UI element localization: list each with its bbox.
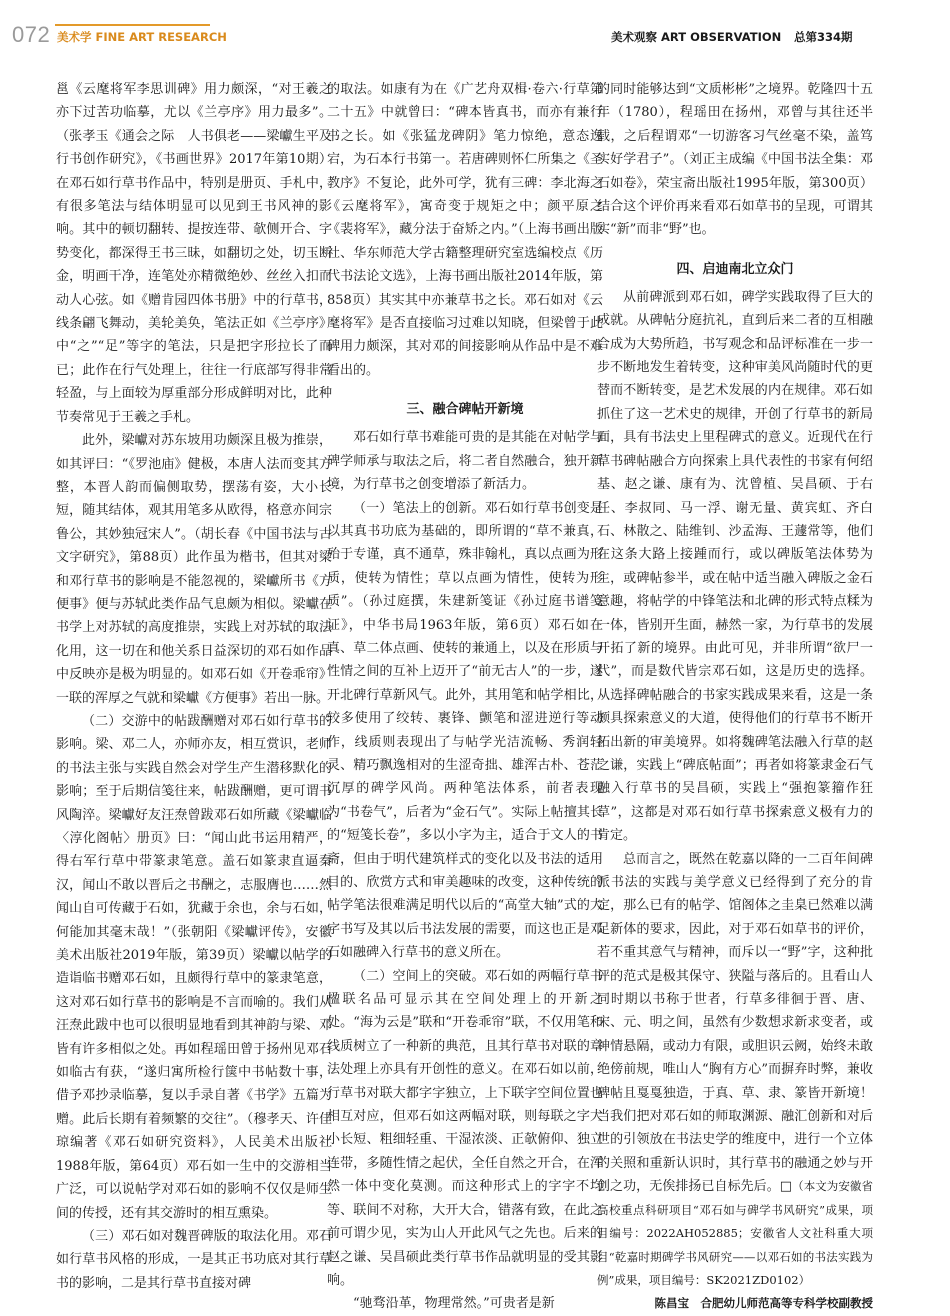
text-column-1	[56, 78, 332, 1295]
text-column-3	[597, 78, 873, 1316]
subheading: （二）交游中的帖跋酬赠对邓石如行草书的影响。	[56, 713, 332, 753]
paragraph: 邕《云麾将军李思训碑》用力颇深，“对王羲之亦下过苦功临摹，尤以《兰亭序》用力最多”。（张孝玉《通会之际 人书俱老——梁巘生平及行书创作研究》，《书画世界》2017年第10期）在邓石如行草书作品中，特别是册页、手札中，有很多笔法与结体明显可以见到王书风神的影响。其中的顿切翻转、提按连带、欹侧开合、字势变化，都深得王书三昧，如翻切之处，切玉断金，明画干净，连笔处亦精微绝妙、丝丝入扣而动人心弦。如《赠肯园四体书册》中的行草书，线条翩飞舞动，美轮美奂，笔法正如《兰亭序》中“之”“足”等字的笔法，只是把字形拉长了而已；此作在行气处理上，往往一行底部写得非常轻盈，与上面较为厚重部分形成鲜明对比，此种节奏常见于王羲之手札。	[56, 82, 332, 425]
paragraph: 的同时能够达到“文质彬彬”之境界。乾隆四十五年（1780），程瑶田在扬州，邓曾与其往还半载，之后程谓邓“一切游客习气丝毫不染，盖笃实好学君子”。（刘正主成编《中国书法全集：邓石如卷》，荣宝斋出版社1995年版，第300页）结合这个评价再来看邓石如草书的呈现，可谓其实“新”而非“野”也。	[597, 82, 873, 238]
paragraph-body: 邓石如行草书风格的形成，一是其正书功底对其行草书的影响，二是其行草书直接对碑	[56, 1228, 332, 1291]
paragraph	[56, 1225, 332, 1295]
subheading: （一）笔法上的创新。	[353, 500, 485, 516]
subheading: （二）空间上的突破。	[353, 968, 485, 984]
paragraph: 的取法。如康有为在《广艺舟双楫·卷六·行草第二十五》中就曾曰：“碑本皆真书，而亦有兼行书之长。如《张猛龙碑阴》笔力惊绝，意态逸宕，为石本行书第一。若唐碑则怀仁所集之《圣教序》不复论，此外可学，犹有三碑：李北海之《云麾将军》，寓奇变于规矩之中；颜平原之《裴将军》，藏分法于奋矫之内。”（上海书画出版社、华东师范大学古籍整理研究室选编校点《历代书法论文选》，上海书画出版社2014年版，第858页）其实其中亦兼草书之长。邓石如对《云麾将军》是否直接临习过难以知晓，但梁曾于此碑用力颇深，其对邓的间接影响从作品中是不难看出的。	[327, 82, 603, 378]
paragraph: 从前碑派到邓石如，碑学实践取得了巨大的成就。从碑帖分庭抗礼，直到后来二者的互相融合成为大势所趋，书写观念和品评标准在一步一步不断地发生着转变，这种审美风尚随时代的更替而不断转变，是艺术发展的内在规律。邓石如抓住了这一艺术史的规律，开创了行草书的新局面，具有书法史上里程碑式的意义。近现代在行草书碑帖融合方向探索上具代表性的书家有何绍基、赵之谦、康有为、沈曾植、吴昌硕、于右任、李叔同、马一浮、谢无量、黄宾虹、齐白石、林散之、陆维钊、沙孟海、王蘧常等，他们在这条大路上接踵而行，或以碑版笔法体势为主，或碑帖参半，或在帖中适当融入碑版之金石意趣，将帖学的中锋笔法和北碑的形式特点糅为一体，皆别开生面，赫然一家，为行草书的发展开拓了新的境界。由此可见，并非所谓“欲尸一代”，而是数代皆宗邓石如，这是历史的选择。从选择碑帖融合的书家实践成果来看，这是一条颇具探索意义的大道，使得他们的行草书不断开拓出新的审美境界。如将魏碑笔法融入行草的赵之谦，实践上“碑底帖面”；再者如将篆隶金石气融入行草书的吴昌硕，实践上“强抱篆籀作狂草”，这都是对邓石如行草书探索意义极有力的肯定。	[597, 289, 873, 844]
paragraph-body: 邓石如的两幅行草书楹联名品可显示其在空间处理上的开新之处。“海为云是”联和“开卷乖帘”联，不仅用笔和线质树立了一种新的典范，且其行草书对联的章法处理上亦具有开创性的意义。在邓石如以前，行草书对联大都字字独立，上下联字空间位置也相互对应，但邓石如这两幅对联，则每联之字大小长短、粗细轻重、干湿浓淡、正欹俯仰、独立连带，多随性情之起伏，全任自然之开合，在浑然一体中变化莫测。而这种形式上的字字不均等、联间不对称，大开大合，错落有致，在此之前可谓少见，实为山人开此风气之先也。后来的赵之谦、吴昌硕此类行草书作品就明显的受其影响。	[327, 968, 603, 1288]
section-label-left: 美术学 FINE ART RESEARCH	[57, 30, 227, 44]
section-heading: 三、融合碑帖开新境	[406, 402, 524, 418]
paragraph: 邓石如行草书难能可贵的是其能在对帖学与碑学师承与取法之后，将二者自然融合，独开新境，为行草书之创变增添了新活力。	[327, 430, 603, 493]
paragraph-body: 总而言之，既然在乾嘉以降的一二百年间碑派书法的实践与美学意义已经得到了充分的肯定，那么已有的帖学、馆阁体之圭臬已然难以满足新体的要求，因此，对于邓石如草书的评价，若不重其意气与精神，而斥以一“野”字，这种批评的范式是极其保守、狭隘与落后的。且看山人同时期以书称于世者，行草多徘徊于晋、唐、宋、元、明之间，虽然有少数想求新求变者，或神情悬隔，或动力有限，或胆识云阙，始终未敢绝傍前规，唯山人“胸有方心”而摒弃时弊，兼收碑帖且戛戛独造，于真、草、隶、篆皆开新境！当我们把对邓石如的师取渊源、融汇创新和对后世的引领放在书法史学的维度中，进行一个立体的关照和重新认识时，其行草书的融通之妙与开创之功，无俟排扬已自标先后。	[597, 851, 873, 1195]
end-mark: □	[779, 1179, 793, 1195]
author-affiliation: 陈昌宝 合肥幼儿师范高等专科学校副教授	[654, 1296, 873, 1311]
paragraph	[597, 848, 873, 1293]
paragraph	[56, 710, 332, 1225]
text-column-2	[327, 78, 603, 1316]
subheading: （三）邓石如对魏晋碑版的取法化用。	[82, 1228, 306, 1244]
paragraph: 此外，梁巘对苏东坡用功颇深且极为推崇，如其评曰：“《罗池庙》健极，本唐人法而变其方整，本晋人韵而偏侧取势，摆荡有姿，大小长短，随其结体，观其用笔多从欧得，格意亦间宗鲁公，其妙独冠宋人”。（胡长春《中国书法与古文字研究》，第88页）此作虽为楷书，但其对梁和邓行草书的影响是不能忽视的，梁巘所书《方便事》便与苏轼此类作品气息颇为相似。梁巘在书学上对苏轼的高度推崇，实践上对苏轼的取法化用，这一切在和他关系日益深切的邓石如作品中反映亦是极为明显的。如邓石如《开卷乖帘》一联的浑厚之气就和梁巘《方便事》若出一脉。	[56, 433, 332, 706]
page-number: 072	[12, 22, 51, 47]
journal-name: 美术观察 ART OBSERVATION	[611, 30, 782, 44]
paragraph	[327, 965, 603, 1293]
paragraph: “驰骛沿革，物理常然。”可贵者是新	[353, 1296, 555, 1312]
funding-note: （本文为安徽省高校重点科研项目“邓石如与碑学书风研究”成果，项目编号：2022AH052885；安徽省人文社科重大项目“乾嘉时期碑学书风研究——以邓石如的书法实践为例”成果，项目编号：SK2021ZD0102）	[597, 1179, 873, 1287]
paragraph-body: 梁、邓二人，亦师亦友，相互赏识，老师的书法主张与实践自然会对学生产生潜移默化的影响；至于后期信笺往来，帖跋酬赠，更可谓书风陶淬。梁巘好友汪焘曾跋邓石如所藏《梁巘临〈淳化阁帖〉册页》曰：“闻山此书运用精严，得右军行草中带篆隶笔意。盖石如篆隶直逼秦汉，闻山不敢以晋后之书酬之，志服膺也……然闻山自可传藏于石如，犹藏于余也，余与石如，何能加其毫末哉！”（张朝阳《梁巘评传》，安徽美术出版社2019年版，第39页）梁巘以帖学的造诣临书赠邓石如，且颇得行草中的篆隶笔意，这对邓石如行草书的影响是不言而喻的。我们从汪焘此跋中也可以很明显地看到其神韵与梁、邓皆有许多相似之处。再如程瑶田曾于扬州见邓石如临古有获，“遂归寓所检行箧中书帖数十事，借予邓抄录临摹，复以手录自著《书学》五篇为赠。此后长期有着频繁的交往”。（穆孝天、许佳琼编著《邓石如研究资料》，人民美术出版社1988年版，第64页）邓石如一生中的交游相当广泛，可以说帖学对邓石如的影响不仅仅是师生间的传授，还有其交游时的相互熏染。	[56, 737, 332, 1221]
issue-number: 总第334期	[794, 30, 853, 44]
section-heading: 四、启迪南北立众门	[676, 261, 794, 277]
page-header	[0, 0, 950, 62]
paragraph	[327, 497, 603, 965]
header-accent-rule	[55, 24, 210, 26]
paragraph-body: 邓石如行草书创变是以其真书功底为基础的，即所谓的“草不兼真，殆于专谨，真不通草，殊非翰札，真以点画为形质，使转为情性；草以点画为情性，使转为形质”。（孙过庭撰，朱建新笺证《孙过庭书谱笺证》，中华书局1963年版，第6页）邓石如在真、草二体点画、使转的兼通上，以及在形质与性情之间的互补上迈开了“前无古人”的一步，遂开北碑行草新风气。此外，其用笔和帖学相比，较多使用了绞转、裹锋、颤笔和涩进逆行等动作，线质则表现出了与帖学光洁流畅、秀润轻灵、精巧飘逸相对的生涩奇拙、雄浑古朴、苍茫沉厚的碑学风尚。两种笔法体系，前者表现为“书卷气”，后者为“金石气”。实际上帖擅其长的“短笺长卷”，多以小字为主，适合于文人的书斋，但由于明代建筑样式的变化以及书法的适用目的、欣赏方式和审美趣味的改变，这种传统的帖学笔法很难满足明代以后的“高堂大轴”式的大字书写及其以后书法发展的需要，而这也正是邓石如融碑入行草书的意义所在。	[327, 500, 603, 961]
